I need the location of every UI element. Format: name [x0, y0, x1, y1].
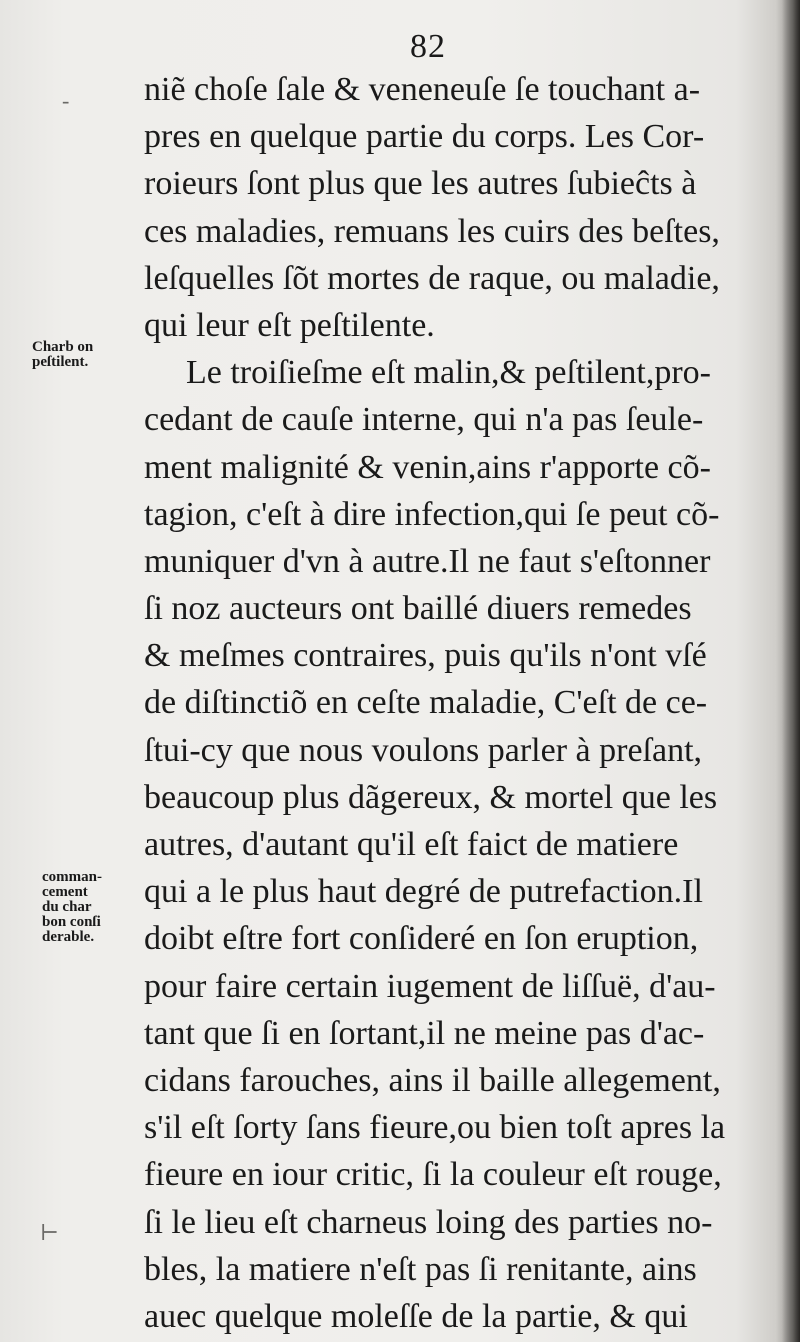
text-line: & meſmes contraires, puis qu'ils n'ont vſé — [144, 637, 707, 675]
page-body-text — [144, 66, 784, 1340]
text-line: ces maladies, remuans les cuirs des beſtes, — [144, 212, 720, 250]
text-line: ſi noz aucteurs ont baillé diuers remedes — [144, 590, 692, 628]
text-line: bles, la matiere n'eſt pas ſi renitante, ains — [144, 1250, 697, 1288]
page-number: 82 — [410, 28, 446, 65]
text-line: de diſtinctiõ en ceſte maladie, C'eſt de ce- — [144, 684, 708, 722]
text-line: pres en quelque partie du corps. Les Cor- — [144, 118, 705, 156]
text-line: auec quelque moleſſe de la partie, & qui — [144, 1297, 688, 1335]
text-line: roieurs ſont plus que les autres ſubieĉts à — [144, 165, 697, 203]
text-line: ſtui-cy que nous voulons parler à preſant, — [144, 731, 703, 769]
text-line: niẽ choſe ſale & veneneuſe ſe touchant a- — [144, 71, 701, 108]
text-line: tant que ſi en ſortant,il ne meine pas d'ac- — [144, 1014, 705, 1052]
text-line: fieure en iour critic, ſi la couleur eſt rouge, — [144, 1156, 722, 1194]
text-line: autres, d'autant qu'il eſt faict de matiere — [144, 826, 679, 863]
text-line: cidans farouches, ains il baille allegement, — [144, 1061, 721, 1099]
marginal-note-charbon-pestilent: Charb on peſtilent. — [32, 339, 94, 370]
text-line: cedant de cauſe interne, qui n'a pas ſeule- — [144, 401, 704, 439]
text-line: ſi le lieu eſt charneus loing des parties no- — [144, 1203, 713, 1241]
text-line: beaucoup plus dãgereux, & mortel que les — [144, 778, 718, 816]
text-line: s'il eſt ſorty ſans fieure,ou bien toſt apres la — [144, 1109, 726, 1147]
text-line: pour faire certain iugement de liſſuë, d'au- — [144, 967, 716, 1005]
margin-mark: - — [62, 88, 70, 113]
margin-mark: ⊢ — [40, 1220, 59, 1245]
text-line: qui a le plus haut degré de putrefaction.Il — [144, 873, 703, 911]
text-line: doibt eſtre fort conſideré en ſon eruption, — [144, 920, 699, 958]
text-line: qui leur eſt peſtilente. — [144, 306, 435, 344]
text-line: ment malignité & venin,ains r'apporte cõ- — [144, 448, 711, 486]
text-line: leſquelles ſõt mortes de raque, ou maladie, — [144, 259, 720, 297]
text-line: tagion, c'eſt à dire infection,qui ſe peut cõ- — [144, 495, 720, 533]
marginal-note-commancement: comman- cement du char bon conſi derable. — [42, 869, 102, 945]
text-line: muniquer d'vn à autre.Il ne faut s'eſtonner — [144, 542, 711, 580]
page-edge-shadow — [782, 0, 800, 1342]
paragraph-start-line: Le troiſieſme eſt malin,& peſtilent,pro- — [186, 354, 711, 392]
